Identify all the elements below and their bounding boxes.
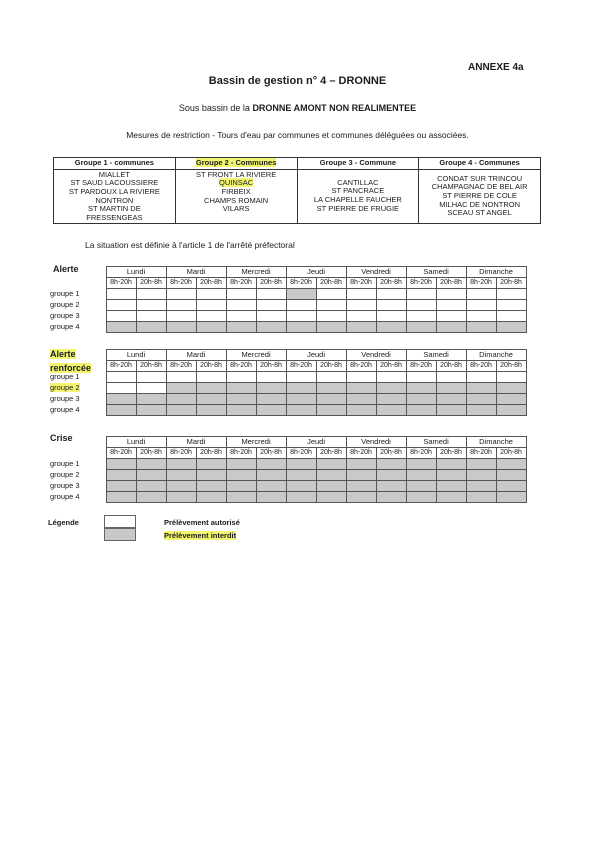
slot-header: 20h-8h xyxy=(256,278,286,289)
cell-forbidden xyxy=(436,470,466,481)
slot-header: 20h-8h xyxy=(376,448,406,459)
cell-forbidden xyxy=(406,405,436,416)
group-1-header: Groupe 1 - communes xyxy=(54,158,176,170)
slot-header: 8h-20h xyxy=(166,448,196,459)
slot-header: 20h-8h xyxy=(316,448,346,459)
cell-forbidden xyxy=(346,481,376,492)
cell-forbidden xyxy=(436,405,466,416)
cell-forbidden xyxy=(376,405,406,416)
day-header: Dimanche xyxy=(466,350,526,361)
annexe-label: ANNEXE 4a xyxy=(468,62,524,73)
group-row-label: groupe 1 xyxy=(50,372,80,381)
day-header: Vendredi xyxy=(346,437,406,448)
day-header: Jeudi xyxy=(286,350,346,361)
cell-forbidden xyxy=(256,459,286,470)
group-row-label: groupe 1 xyxy=(50,289,80,298)
cell-forbidden xyxy=(166,394,196,405)
slot-header: 20h-8h xyxy=(316,361,346,372)
cell-authorized xyxy=(376,311,406,322)
commune: MIALLET xyxy=(98,169,130,179)
corner-blank xyxy=(50,278,106,289)
slot-header: 8h-20h xyxy=(346,278,376,289)
cell-forbidden xyxy=(106,492,136,503)
cell-forbidden xyxy=(286,394,316,405)
cell-authorized xyxy=(196,372,226,383)
slot-header: 20h-8h xyxy=(136,278,166,289)
cell-forbidden xyxy=(106,322,136,333)
day-header: Mercredi xyxy=(226,437,286,448)
cell-forbidden xyxy=(376,459,406,470)
group-row-label: groupe 4 xyxy=(50,322,80,331)
commune: ST FRONT LA RIVIERE xyxy=(196,169,277,179)
cell-forbidden xyxy=(166,470,196,481)
cell-forbidden xyxy=(256,492,286,503)
cell-authorized xyxy=(316,372,346,383)
cell-authorized xyxy=(316,311,346,322)
slot-header: 20h-8h xyxy=(196,361,226,372)
group-row-label: groupe 2 xyxy=(50,470,80,479)
cell-forbidden xyxy=(346,322,376,333)
cell-forbidden xyxy=(226,394,256,405)
day-header: Samedi xyxy=(406,350,466,361)
page-title: Bassin de gestion n° 4 – DRONNE xyxy=(208,75,387,87)
cell-authorized xyxy=(406,372,436,383)
cell-forbidden xyxy=(466,383,496,394)
corner-blank xyxy=(50,448,106,459)
subtitle xyxy=(0,103,595,113)
group-row-label xyxy=(50,383,106,394)
cell-forbidden xyxy=(256,481,286,492)
cell-forbidden xyxy=(196,394,226,405)
cell-forbidden xyxy=(286,322,316,333)
cell-authorized xyxy=(106,372,136,383)
cell-authorized xyxy=(286,300,316,311)
slot-header: 20h-8h xyxy=(196,448,226,459)
cell-authorized xyxy=(496,372,526,383)
cell-authorized xyxy=(286,311,316,322)
group-1-communes xyxy=(54,169,176,224)
cell-forbidden xyxy=(466,470,496,481)
cell-forbidden xyxy=(256,383,286,394)
cell-forbidden xyxy=(376,470,406,481)
slot-header: 20h-8h xyxy=(376,278,406,289)
slot-header: 20h-8h xyxy=(496,448,526,459)
cell-forbidden xyxy=(106,459,136,470)
cell-authorized xyxy=(226,300,256,311)
commune: CONDAT SUR TRINCOU xyxy=(437,173,523,183)
group-row-label-text: groupe 2 xyxy=(50,383,80,392)
cell-forbidden xyxy=(316,394,346,405)
cell-forbidden xyxy=(376,394,406,405)
schedule-alerte xyxy=(50,266,527,333)
group-2-communes xyxy=(175,169,297,224)
group-2-header: Groupe 2 - Communes xyxy=(175,158,297,170)
cell-forbidden xyxy=(316,481,346,492)
cell-forbidden xyxy=(136,322,166,333)
subtitle-bold: DRONNE AMONT NON REALIMENTEE xyxy=(252,103,417,113)
slot-header: 8h-20h xyxy=(466,278,496,289)
cell-authorized xyxy=(376,300,406,311)
group-row-label: groupe 4 xyxy=(50,492,80,501)
cell-forbidden xyxy=(346,470,376,481)
commune: ST PARDOUX LA RIVIERE xyxy=(68,186,160,196)
schedule-alerte-renforcee xyxy=(50,349,527,416)
cell-authorized xyxy=(256,372,286,383)
cell-forbidden xyxy=(256,394,286,405)
slot-header: 8h-20h xyxy=(166,361,196,372)
cell-forbidden xyxy=(376,492,406,503)
legend-title: Légende xyxy=(48,518,79,527)
cell-forbidden xyxy=(346,383,376,394)
cell-forbidden xyxy=(196,459,226,470)
day-header: Mardi xyxy=(166,437,226,448)
commune: ST MARTIN DE xyxy=(88,204,141,214)
day-header: Mercredi xyxy=(226,267,286,278)
day-header: Samedi xyxy=(406,437,466,448)
day-header: Jeudi xyxy=(286,437,346,448)
cell-authorized xyxy=(166,300,196,311)
cell-forbidden xyxy=(316,322,346,333)
group-3-header: Groupe 3 - Commune xyxy=(297,158,419,170)
cell-forbidden xyxy=(256,405,286,416)
slot-header: 8h-20h xyxy=(406,448,436,459)
commune: ST PIERRE DE COLE xyxy=(442,190,517,200)
commune: ST PANCRACE xyxy=(331,186,385,196)
cell-forbidden xyxy=(286,470,316,481)
cell-authorized xyxy=(316,300,346,311)
cell-forbidden xyxy=(376,383,406,394)
cell-forbidden xyxy=(226,383,256,394)
cell-forbidden xyxy=(166,481,196,492)
cell-forbidden xyxy=(136,481,166,492)
group-row-label: groupe 3 xyxy=(50,311,80,320)
slot-header: 20h-8h xyxy=(256,448,286,459)
cell-forbidden xyxy=(286,459,316,470)
cell-forbidden xyxy=(466,492,496,503)
cell-forbidden xyxy=(256,322,286,333)
cell-authorized xyxy=(136,383,166,394)
cell-authorized xyxy=(106,289,136,300)
cell-authorized xyxy=(466,311,496,322)
slot-header: 20h-8h xyxy=(316,278,346,289)
corner-blank xyxy=(50,437,106,448)
cell-forbidden xyxy=(346,459,376,470)
commune: CANTILLAC xyxy=(337,177,379,187)
cell-forbidden xyxy=(496,481,526,492)
legend-forbidden-swatch xyxy=(104,528,136,541)
cell-forbidden xyxy=(496,322,526,333)
slot-header: 20h-8h xyxy=(256,361,286,372)
cell-authorized xyxy=(346,372,376,383)
slot-header: 8h-20h xyxy=(166,278,196,289)
slot-header: 20h-8h xyxy=(496,278,526,289)
cell-authorized xyxy=(406,289,436,300)
cell-forbidden xyxy=(376,322,406,333)
cell-forbidden xyxy=(226,459,256,470)
cell-forbidden xyxy=(436,322,466,333)
cell-forbidden xyxy=(406,470,436,481)
cell-forbidden xyxy=(316,470,346,481)
cell-authorized xyxy=(226,311,256,322)
cell-forbidden xyxy=(286,492,316,503)
section-label-line1: Alerte xyxy=(50,349,76,359)
cell-forbidden xyxy=(496,459,526,470)
cell-forbidden xyxy=(226,481,256,492)
day-header: Mardi xyxy=(166,267,226,278)
slot-header: 20h-8h xyxy=(496,361,526,372)
cell-forbidden xyxy=(316,492,346,503)
cell-forbidden xyxy=(346,405,376,416)
situation-text: La situation est définie à l'article 1 de l'arrêté préfectoral xyxy=(85,240,295,250)
legend-authorized-text: Prélèvement autorisé xyxy=(164,518,240,527)
cell-authorized xyxy=(406,311,436,322)
group-row-label: groupe 4 xyxy=(50,405,80,414)
cell-authorized xyxy=(136,372,166,383)
cell-authorized xyxy=(256,300,286,311)
cell-authorized xyxy=(196,311,226,322)
slot-header: 20h-8h xyxy=(136,361,166,372)
cell-forbidden xyxy=(316,383,346,394)
cell-authorized xyxy=(286,372,316,383)
legend-authorized-swatch xyxy=(104,515,136,528)
cell-authorized xyxy=(106,300,136,311)
cell-forbidden xyxy=(106,405,136,416)
slot-header: 8h-20h xyxy=(226,448,256,459)
commune: ST SAUD LACOUSSIERE xyxy=(70,178,159,188)
commune: QUINSAC xyxy=(219,178,254,188)
cell-authorized xyxy=(226,289,256,300)
commune: CHAMPAGNAC DE BEL AIR xyxy=(431,182,528,192)
cell-authorized xyxy=(376,372,406,383)
cell-forbidden xyxy=(136,470,166,481)
cell-forbidden xyxy=(466,459,496,470)
cell-forbidden xyxy=(226,322,256,333)
day-header: Vendredi xyxy=(346,350,406,361)
legend-forbidden-text: Prélèvement interdit xyxy=(164,531,237,540)
cell-forbidden xyxy=(346,394,376,405)
cell-forbidden xyxy=(196,405,226,416)
schedule-crise xyxy=(50,436,527,503)
slot-header: 20h-8h xyxy=(436,361,466,372)
cell-authorized xyxy=(436,372,466,383)
cell-authorized xyxy=(436,289,466,300)
cell-forbidden xyxy=(286,289,316,300)
commune: FIRBEIX xyxy=(221,186,251,196)
cell-forbidden xyxy=(406,394,436,405)
cell-forbidden xyxy=(226,470,256,481)
group-4-communes xyxy=(419,169,541,224)
slot-header: 20h-8h xyxy=(376,361,406,372)
cell-authorized xyxy=(136,311,166,322)
cell-authorized xyxy=(436,311,466,322)
cell-forbidden xyxy=(286,481,316,492)
cell-forbidden xyxy=(436,459,466,470)
cell-forbidden xyxy=(496,492,526,503)
cell-forbidden xyxy=(136,405,166,416)
cell-forbidden xyxy=(496,394,526,405)
subtitle-prefix: Sous bassin de la xyxy=(178,103,250,113)
commune: SCEAU ST ANGEL xyxy=(447,208,512,218)
day-header: Mercredi xyxy=(226,350,286,361)
cell-authorized xyxy=(316,289,346,300)
group-3-communes xyxy=(297,169,419,224)
slot-header: 8h-20h xyxy=(406,278,436,289)
slot-header: 8h-20h xyxy=(466,448,496,459)
commune: MILHAC DE NONTRON xyxy=(439,199,521,209)
cell-forbidden xyxy=(406,322,436,333)
slot-header: 20h-8h xyxy=(436,278,466,289)
slot-header: 8h-20h xyxy=(406,361,436,372)
cell-forbidden xyxy=(166,459,196,470)
cell-forbidden xyxy=(226,405,256,416)
section-label-alerte: Alerte xyxy=(53,264,79,274)
cell-authorized xyxy=(466,289,496,300)
cell-forbidden xyxy=(256,470,286,481)
slot-header: 20h-8h xyxy=(436,448,466,459)
section-label-crise: Crise xyxy=(50,433,73,443)
slot-header: 20h-8h xyxy=(136,448,166,459)
commune: FRESSENGEAS xyxy=(86,212,143,222)
cell-authorized xyxy=(166,289,196,300)
cell-authorized xyxy=(436,300,466,311)
cell-forbidden xyxy=(196,492,226,503)
cell-authorized xyxy=(136,289,166,300)
day-header: Jeudi xyxy=(286,267,346,278)
group-row-label: groupe 3 xyxy=(50,394,80,403)
day-header: Lundi xyxy=(106,437,166,448)
slot-header: 8h-20h xyxy=(286,278,316,289)
cell-authorized xyxy=(166,311,196,322)
cell-forbidden xyxy=(436,394,466,405)
cell-authorized xyxy=(346,311,376,322)
cell-forbidden xyxy=(406,492,436,503)
slot-header: 8h-20h xyxy=(106,361,136,372)
day-header: Mardi xyxy=(166,350,226,361)
cell-authorized xyxy=(196,289,226,300)
cell-forbidden xyxy=(196,470,226,481)
cell-forbidden xyxy=(166,492,196,503)
cell-authorized xyxy=(496,311,526,322)
cell-forbidden xyxy=(196,383,226,394)
commune: CHAMPS ROMAIN xyxy=(204,195,269,205)
day-header: Dimanche xyxy=(466,267,526,278)
section-label-line2: renforcée xyxy=(50,363,92,373)
cell-forbidden xyxy=(436,383,466,394)
slot-header: 8h-20h xyxy=(346,361,376,372)
slot-header: 20h-8h xyxy=(196,278,226,289)
cell-authorized xyxy=(106,383,136,394)
cell-forbidden xyxy=(436,492,466,503)
cell-forbidden xyxy=(136,459,166,470)
slot-header: 8h-20h xyxy=(106,278,136,289)
cell-authorized xyxy=(136,300,166,311)
cell-forbidden xyxy=(106,394,136,405)
cell-authorized xyxy=(106,311,136,322)
mesures-text: Mesures de restriction - Tours d'eau par communes et communes déléguées ou associées. xyxy=(126,130,469,140)
cell-authorized xyxy=(256,289,286,300)
slot-header: 8h-20h xyxy=(286,361,316,372)
cell-authorized xyxy=(346,289,376,300)
cell-forbidden xyxy=(196,481,226,492)
cell-forbidden xyxy=(466,394,496,405)
cell-forbidden xyxy=(466,481,496,492)
corner-blank xyxy=(50,350,106,361)
cell-authorized xyxy=(496,300,526,311)
day-header: Dimanche xyxy=(466,437,526,448)
slot-header: 8h-20h xyxy=(106,448,136,459)
commune: ST PIERRE DE FRUGIE xyxy=(316,203,400,213)
slot-header: 8h-20h xyxy=(226,278,256,289)
cell-authorized xyxy=(376,289,406,300)
cell-authorized xyxy=(496,289,526,300)
cell-forbidden xyxy=(166,383,196,394)
cell-forbidden xyxy=(196,322,226,333)
cell-forbidden xyxy=(106,481,136,492)
cell-forbidden xyxy=(286,405,316,416)
cell-authorized xyxy=(466,300,496,311)
slot-header: 8h-20h xyxy=(346,448,376,459)
day-header: Lundi xyxy=(106,350,166,361)
corner-blank xyxy=(50,267,106,278)
cell-forbidden xyxy=(286,383,316,394)
cell-authorized xyxy=(196,300,226,311)
cell-forbidden xyxy=(166,405,196,416)
day-header: Samedi xyxy=(406,267,466,278)
cell-forbidden xyxy=(496,383,526,394)
group-row-label: groupe 2 xyxy=(50,300,80,309)
cell-forbidden xyxy=(226,492,256,503)
cell-forbidden xyxy=(496,405,526,416)
cell-authorized xyxy=(166,372,196,383)
cell-authorized xyxy=(256,311,286,322)
cell-forbidden xyxy=(466,405,496,416)
cell-forbidden xyxy=(466,322,496,333)
group-4-header: Groupe 4 - Communes xyxy=(419,158,541,170)
slot-header: 8h-20h xyxy=(286,448,316,459)
cell-forbidden xyxy=(166,322,196,333)
cell-authorized xyxy=(346,300,376,311)
corner-blank xyxy=(50,361,106,372)
group-row-label: groupe 1 xyxy=(50,459,80,468)
cell-forbidden xyxy=(406,459,436,470)
cell-authorized xyxy=(226,372,256,383)
cell-forbidden xyxy=(136,492,166,503)
cell-authorized xyxy=(466,372,496,383)
day-header: Lundi xyxy=(106,267,166,278)
slot-header: 8h-20h xyxy=(226,361,256,372)
cell-forbidden xyxy=(346,492,376,503)
commune: NONTRON xyxy=(95,195,134,205)
slot-header: 8h-20h xyxy=(466,361,496,372)
cell-forbidden xyxy=(376,481,406,492)
commune: LA CHAPELLE FAUCHER xyxy=(313,194,402,204)
groups-table xyxy=(53,157,541,224)
day-header: Vendredi xyxy=(346,267,406,278)
cell-forbidden xyxy=(436,481,466,492)
cell-forbidden xyxy=(406,383,436,394)
cell-forbidden xyxy=(316,405,346,416)
cell-forbidden xyxy=(106,470,136,481)
cell-authorized xyxy=(406,300,436,311)
cell-forbidden xyxy=(316,459,346,470)
cell-forbidden xyxy=(496,470,526,481)
cell-forbidden xyxy=(136,394,166,405)
commune: VILARS xyxy=(222,204,250,214)
group-row-label: groupe 3 xyxy=(50,481,80,490)
cell-forbidden xyxy=(406,481,436,492)
